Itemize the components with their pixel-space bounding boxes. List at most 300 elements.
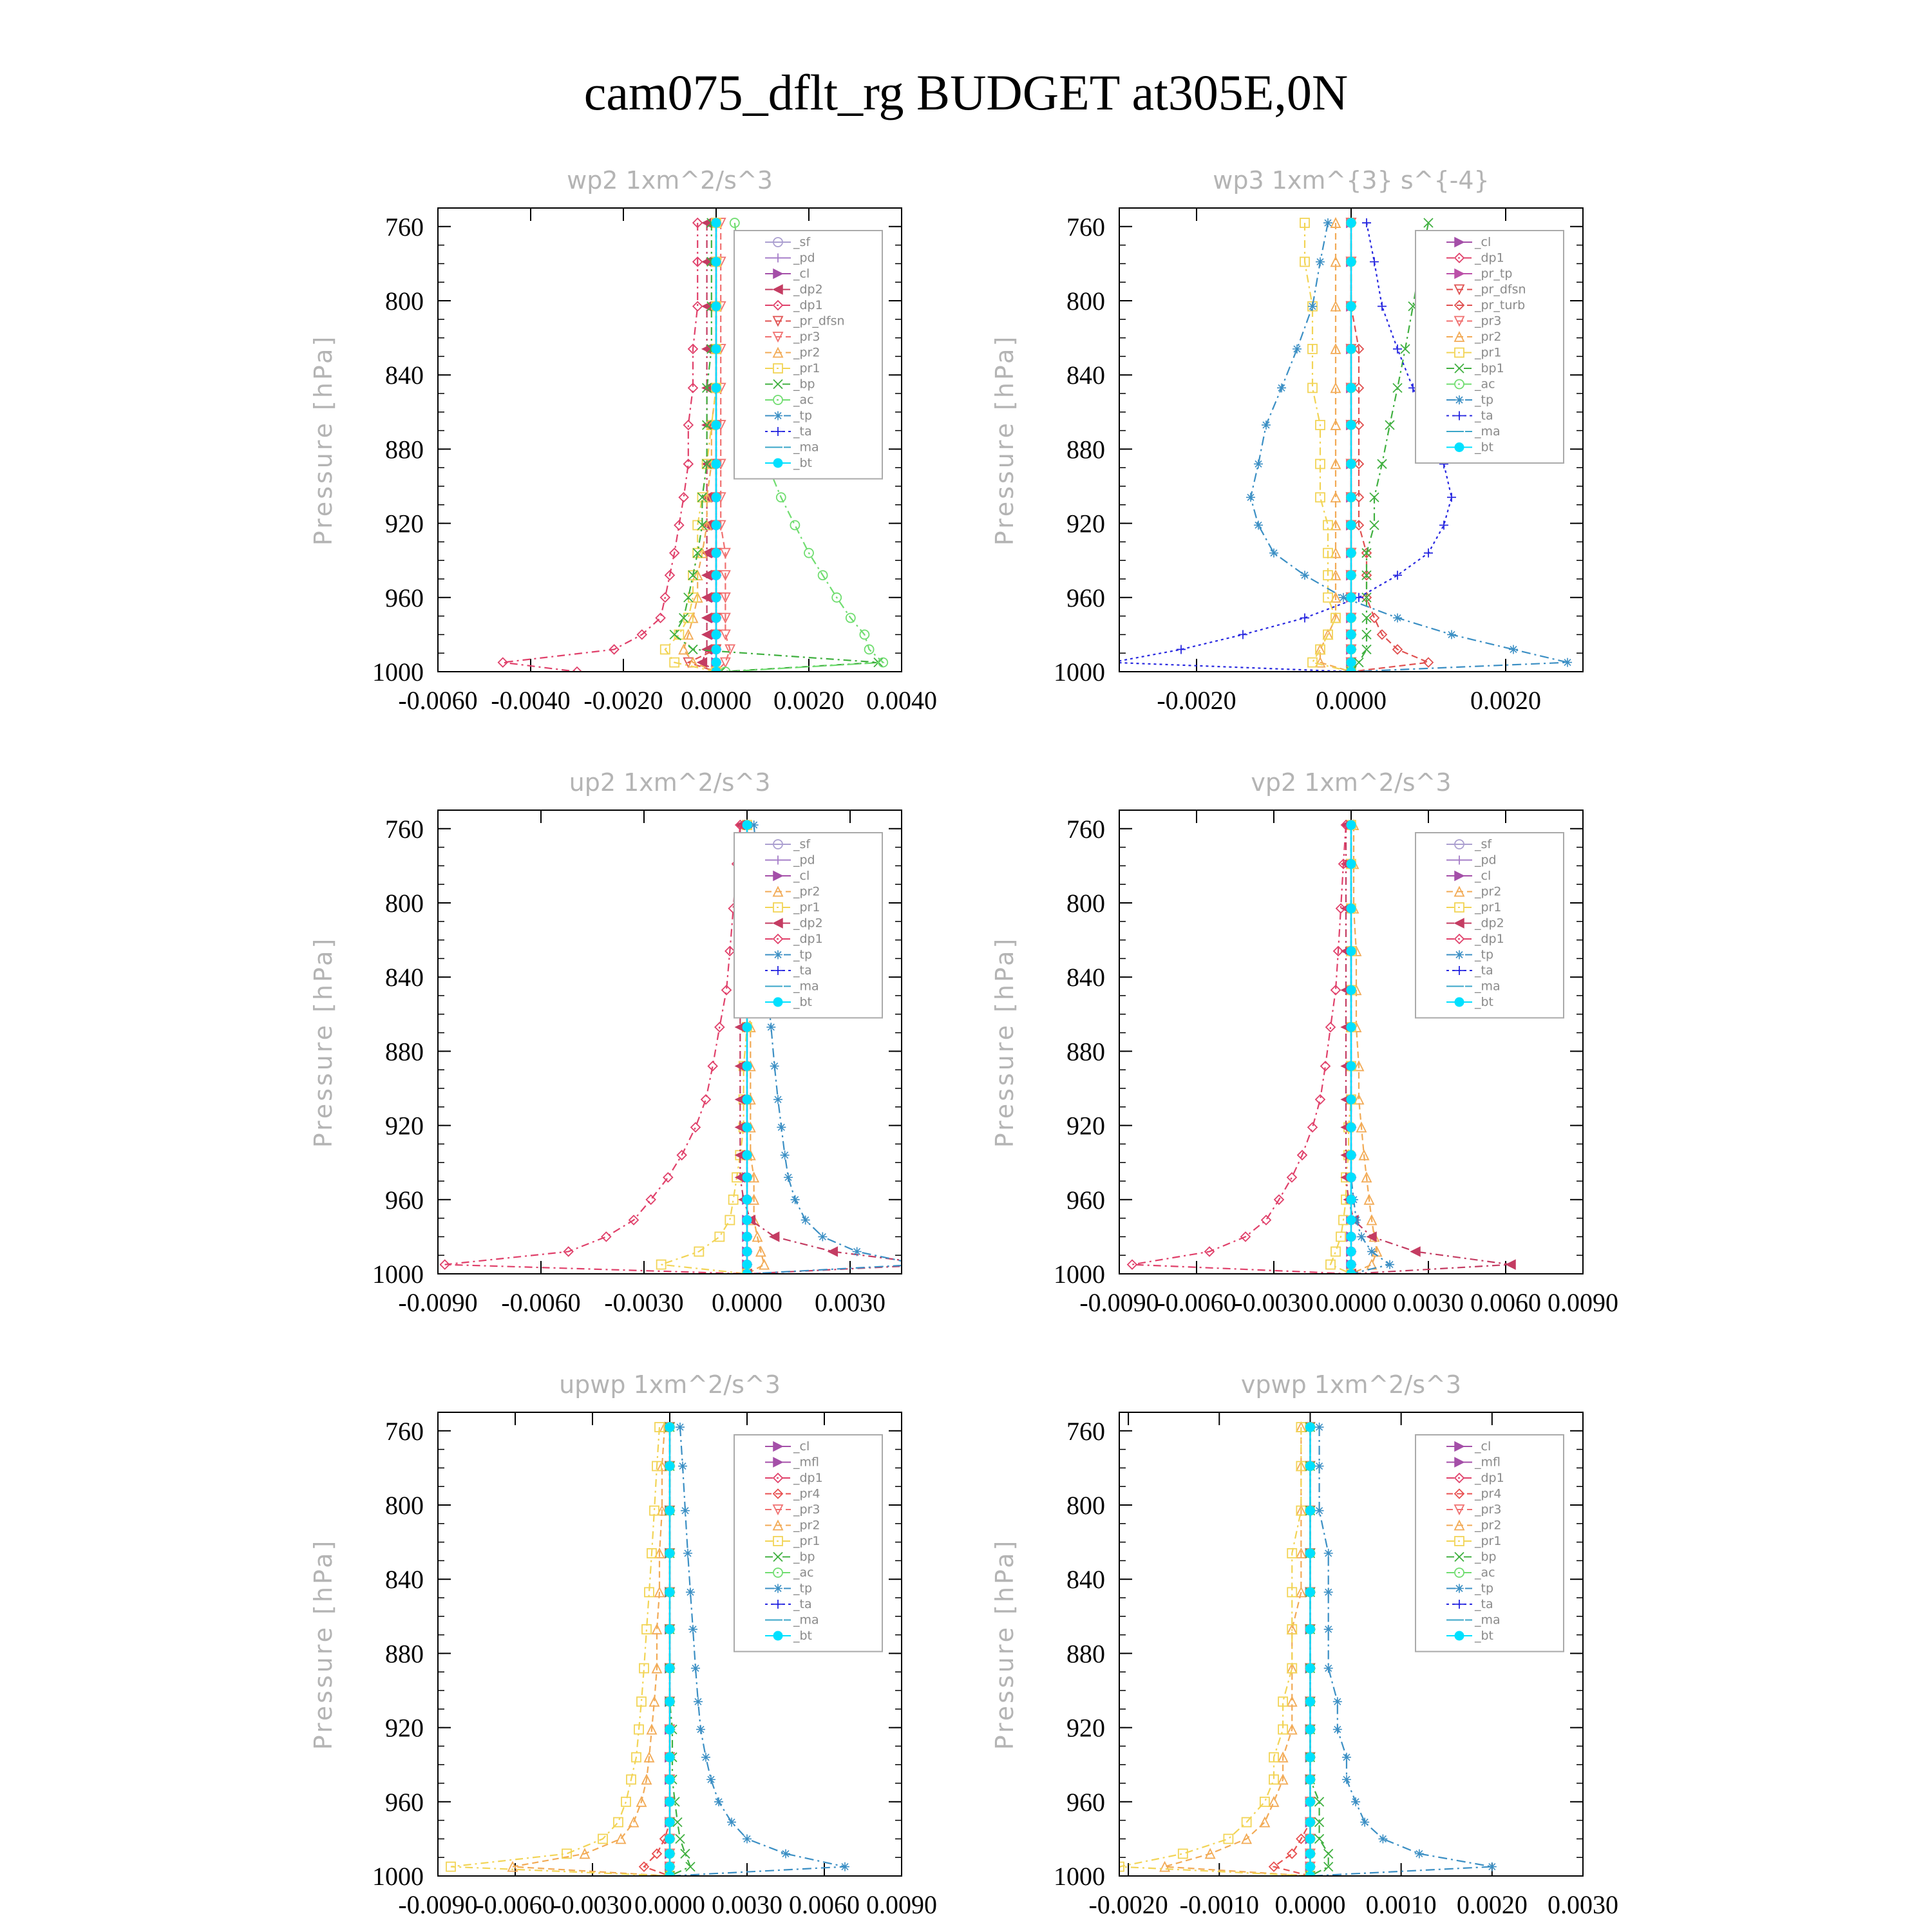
- data-point: [703, 302, 712, 311]
- data-point: [818, 1232, 827, 1241]
- data-point: [665, 1663, 674, 1672]
- y-tick-label: 960: [1066, 1787, 1105, 1817]
- legend-label: _pr1: [1475, 900, 1502, 914]
- legend-marker: [1455, 443, 1464, 452]
- y-tick-label: 840: [1066, 1565, 1105, 1595]
- legend-label: _pr2: [1475, 1518, 1502, 1533]
- data-point: [1305, 1862, 1314, 1871]
- x-tick-label: 0.0040: [866, 686, 937, 715]
- data-point: [712, 421, 721, 430]
- legend-label: _pd: [1475, 853, 1497, 867]
- data-point: [840, 1862, 849, 1871]
- data-point: [1347, 860, 1356, 869]
- legend-label: _pr3: [793, 330, 820, 344]
- y-tick-label: 840: [1066, 361, 1105, 390]
- legend-label: _dp2: [1475, 916, 1504, 931]
- x-tick-label: 0.0090: [1548, 1288, 1618, 1317]
- x-tick-label: -0.0020: [583, 686, 663, 715]
- data-point: [1305, 1549, 1314, 1558]
- data-point: [665, 1849, 674, 1858]
- data-point: [601, 1232, 611, 1241]
- data-point: [1305, 1725, 1314, 1734]
- legend-marker: [1455, 1631, 1464, 1640]
- data-point: [1347, 658, 1356, 667]
- x-tick-label: -0.0060: [1157, 1288, 1236, 1317]
- data-point: [665, 1817, 674, 1826]
- data-point: [681, 1506, 690, 1515]
- legend-marker: [1455, 395, 1464, 404]
- y-tick-label: 1000: [372, 658, 424, 687]
- y-tick-label: 960: [1066, 583, 1105, 612]
- data-point: [1351, 1797, 1360, 1806]
- legend-label: _pr3: [1475, 314, 1502, 328]
- data-point: [914, 1260, 923, 1269]
- y-tick-label: 880: [1066, 1639, 1105, 1669]
- series-line: [670, 1427, 690, 1876]
- data-point: [665, 1423, 674, 1432]
- legend-label: _pd: [793, 251, 815, 265]
- series-line: [1331, 825, 1351, 1274]
- x-tick-label: 0.0000: [1274, 1890, 1346, 1919]
- series_pr2: [508, 1423, 674, 1880]
- y-tick-label: 1000: [372, 1862, 424, 1891]
- data-point: [743, 1260, 752, 1269]
- series-line: [702, 223, 716, 672]
- data-point: [1254, 520, 1263, 529]
- series_pr2: [1316, 218, 1356, 676]
- y-axis-label: Pressure [hPa]: [990, 334, 1019, 546]
- panel-title: vpwp 1xm^2/s^3: [1240, 1370, 1462, 1399]
- data-point: [1347, 820, 1356, 829]
- y-tick-label: 800: [1066, 287, 1105, 316]
- legend: [734, 231, 882, 479]
- series_pr1: [446, 1423, 674, 1880]
- legend-label: _cl: [793, 1439, 810, 1454]
- y-tick-label: 840: [385, 1565, 424, 1595]
- series-line: [445, 825, 747, 1274]
- data-point: [1305, 1587, 1314, 1596]
- x-tick-label: 0.0060: [789, 1890, 860, 1919]
- legend-label: _tp: [793, 947, 813, 962]
- legend-label: _bp: [1475, 1549, 1497, 1564]
- data-point: [712, 593, 721, 602]
- data-point: [1308, 1122, 1317, 1132]
- data-point: [1447, 493, 1456, 502]
- data-point: [1287, 1173, 1296, 1182]
- series_pr4: [1269, 1423, 1314, 1880]
- data-point: [725, 1215, 734, 1224]
- data-point: [676, 1834, 685, 1843]
- data-point: [665, 1549, 674, 1558]
- data-point: [828, 1247, 837, 1256]
- panel-title: wp2 1xm^2/s^3: [567, 166, 773, 194]
- x-tick-label: -0.0040: [491, 686, 571, 715]
- legend-label: _tp: [793, 408, 813, 423]
- data-point: [1347, 1232, 1356, 1241]
- series-line: [688, 223, 716, 672]
- data-point: [1347, 383, 1356, 392]
- data-point: [1347, 421, 1356, 430]
- data-point: [1287, 1849, 1296, 1858]
- data-point: [715, 1232, 724, 1241]
- data-point: [696, 1725, 705, 1734]
- x-tick-label: 0.0060: [1470, 1288, 1541, 1317]
- data-point: [1315, 1462, 1324, 1471]
- data-point: [712, 658, 721, 667]
- series-line: [1132, 825, 1351, 1274]
- y-tick-label: 1000: [1054, 658, 1105, 687]
- legend-label: _mfl: [1475, 1455, 1501, 1470]
- data-point: [694, 1697, 703, 1706]
- data-point: [1347, 549, 1356, 558]
- x-tick-label: -0.0060: [475, 1890, 555, 1919]
- panel-1: [309, 166, 937, 715]
- data-point: [1563, 658, 1572, 667]
- data-point: [712, 645, 721, 654]
- x-tick-label: 0.0000: [1316, 1288, 1387, 1317]
- data-point: [1488, 1862, 1497, 1871]
- y-tick-label: 760: [1066, 814, 1105, 844]
- series-line: [644, 1427, 670, 1876]
- data-point: [1269, 549, 1278, 558]
- legend: [734, 1435, 882, 1652]
- data-point: [1315, 1834, 1324, 1843]
- data-point: [743, 1061, 752, 1070]
- data-point: [712, 258, 721, 267]
- data-point: [665, 1834, 674, 1843]
- data-point: [1254, 459, 1263, 468]
- legend-label: _tp: [1475, 1581, 1494, 1596]
- legend-label: _pr3: [793, 1502, 820, 1517]
- legend-label: _cl: [1475, 1439, 1492, 1454]
- legend-label: _ma: [793, 979, 819, 994]
- data-point: [1378, 459, 1387, 468]
- legend-label: _dp2: [793, 282, 823, 297]
- data-point: [621, 1797, 630, 1806]
- figure-title: cam075_dflt_rg BUDGET at305E,0N: [583, 64, 1349, 120]
- legend-label: _dp1: [793, 298, 823, 312]
- data-point: [1367, 1247, 1376, 1256]
- series_bt: [665, 1423, 674, 1880]
- y-tick-label: 1000: [372, 1260, 424, 1289]
- data-point: [712, 459, 721, 468]
- legend-label: _mfl: [793, 1455, 819, 1470]
- legend-label: _bt: [793, 1629, 813, 1643]
- data-point: [684, 421, 693, 430]
- y-axis-label: Pressure [hPa]: [309, 1538, 337, 1750]
- data-point: [691, 1663, 700, 1672]
- y-tick-label: 960: [385, 1185, 424, 1215]
- data-point: [1347, 593, 1356, 602]
- data-point: [665, 1697, 674, 1706]
- legend-label: _dp1: [793, 932, 823, 946]
- y-tick-label: 840: [385, 963, 424, 992]
- data-point: [1308, 658, 1317, 667]
- y-tick-label: 760: [385, 814, 424, 844]
- series-line: [503, 223, 697, 672]
- data-point: [1246, 493, 1255, 502]
- data-point: [743, 1095, 752, 1104]
- data-point: [1393, 345, 1402, 354]
- legend-label: _tp: [1475, 947, 1494, 962]
- panel-title: wp3 1xm^{3} s^{-4}: [1213, 166, 1490, 194]
- data-point: [773, 1095, 782, 1104]
- data-point: [1347, 1023, 1356, 1032]
- data-point: [1305, 1506, 1314, 1515]
- x-tick-label: -0.0060: [501, 1288, 581, 1317]
- legend-label: _bp1: [1475, 361, 1504, 375]
- y-tick-label: 920: [385, 1713, 424, 1743]
- data-point: [678, 1462, 687, 1471]
- data-point: [712, 218, 721, 227]
- legend-label: _pr1: [1475, 345, 1502, 360]
- legend-marker: [1455, 998, 1464, 1007]
- y-tick-label: 880: [385, 435, 424, 464]
- legend-label: _pr_turb: [1475, 298, 1526, 312]
- x-tick-label: -0.0030: [553, 1890, 632, 1919]
- data-point: [1347, 1095, 1356, 1104]
- data-point: [693, 302, 702, 311]
- data-point: [1360, 1817, 1369, 1826]
- data-point: [683, 1549, 692, 1558]
- data-point: [1324, 1663, 1333, 1672]
- data-point: [1305, 1797, 1314, 1806]
- panel-title: vp2 1xm^2/s^3: [1251, 768, 1452, 797]
- legend-label: _pr2: [1475, 884, 1502, 899]
- data-point: [1347, 1260, 1356, 1269]
- legend-label: _pr1: [793, 361, 820, 375]
- data-point: [1347, 904, 1356, 913]
- data-point: [777, 1122, 786, 1132]
- series_dp1: [1128, 820, 1356, 1278]
- data-point: [766, 1023, 775, 1032]
- data-point: [1333, 1697, 1342, 1706]
- series_pr3: [712, 218, 735, 676]
- data-point: [770, 1232, 779, 1241]
- legend-label: _dp1: [1475, 251, 1504, 265]
- legend-label: _bt: [793, 995, 813, 1009]
- y-tick-label: 1000: [1054, 1260, 1105, 1289]
- data-point: [1324, 1587, 1333, 1596]
- y-tick-label: 760: [1066, 212, 1105, 242]
- data-point: [1324, 1625, 1333, 1634]
- legend-label: _pd: [793, 853, 815, 867]
- legend-label: _pr1: [793, 900, 820, 914]
- legend-label: _pr_tp: [1475, 267, 1513, 281]
- legend-label: _tp: [793, 1581, 813, 1596]
- series_dp2: [697, 218, 721, 676]
- data-point: [1367, 1232, 1376, 1241]
- legend: [1416, 1435, 1564, 1652]
- legend-label: _ma: [1475, 1613, 1501, 1627]
- y-tick-label: 920: [1066, 1713, 1105, 1743]
- x-tick-label: 0.0090: [866, 1890, 937, 1919]
- x-tick-label: 0.0010: [1365, 1890, 1437, 1919]
- legend-label: _ma: [1475, 979, 1501, 994]
- legend-marker: [773, 951, 782, 960]
- data-point: [760, 1260, 769, 1269]
- data-point: [1333, 1725, 1342, 1734]
- data-point: [1370, 520, 1379, 529]
- data-point: [1424, 549, 1433, 558]
- data-point: [665, 1587, 674, 1596]
- y-tick-label: 880: [1066, 435, 1105, 464]
- data-point: [1506, 1260, 1515, 1269]
- data-point: [1342, 1753, 1351, 1762]
- panel-3: [309, 768, 940, 1317]
- y-tick-label: 800: [385, 287, 424, 316]
- data-point: [1315, 1423, 1324, 1432]
- data-point: [712, 345, 721, 354]
- data-point: [712, 613, 721, 622]
- data-point: [1324, 1549, 1333, 1558]
- legend-label: _sf: [793, 235, 811, 249]
- legend-label: _ta: [1475, 408, 1493, 423]
- legend-label: _bt: [1475, 440, 1494, 455]
- legend-label: _pr3: [1475, 1502, 1502, 1517]
- x-tick-label: 0.0030: [815, 1288, 886, 1317]
- data-point: [665, 1862, 674, 1871]
- data-point: [712, 493, 721, 502]
- y-tick-label: 800: [1066, 1491, 1105, 1520]
- series-line: [1310, 1427, 1328, 1876]
- data-point: [650, 1506, 659, 1515]
- data-point: [688, 645, 697, 654]
- legend-label: _pr2: [793, 1518, 820, 1533]
- data-point: [714, 1797, 723, 1806]
- data-point: [665, 1462, 674, 1471]
- legend: [734, 833, 882, 1018]
- panel-title: upwp 1xm^2/s^3: [559, 1370, 781, 1399]
- legend-label: _bt: [1475, 995, 1494, 1009]
- data-point: [1305, 1753, 1314, 1762]
- panel-5: [309, 1370, 937, 1919]
- data-point: [1370, 613, 1379, 622]
- data-point: [1347, 1061, 1356, 1070]
- legend-label: _pr_dfsn: [1475, 282, 1526, 297]
- data-point: [1347, 1215, 1356, 1224]
- data-point: [1128, 1260, 1137, 1269]
- y-tick-label: 920: [385, 509, 424, 538]
- series-line: [513, 1427, 670, 1876]
- panel-4: [990, 768, 1618, 1317]
- data-point: [1347, 1195, 1356, 1204]
- data-point: [712, 571, 721, 580]
- series-line: [665, 223, 716, 672]
- legend-label: _ta: [793, 1597, 812, 1611]
- data-point: [1293, 345, 1302, 354]
- legend-label: _ma: [793, 440, 819, 455]
- legend-label: _pr1: [1475, 1534, 1502, 1548]
- x-tick-label: 0.0000: [1316, 686, 1387, 715]
- data-point: [665, 1775, 674, 1784]
- data-point: [1347, 345, 1356, 354]
- data-point: [1177, 645, 1186, 654]
- legend-label: _cl: [1475, 235, 1492, 249]
- data-point: [703, 613, 712, 622]
- data-point: [1262, 421, 1271, 430]
- data-point: [1277, 383, 1286, 392]
- data-point: [781, 1151, 790, 1160]
- data-point: [712, 302, 721, 311]
- data-point: [1305, 1697, 1314, 1706]
- panel-title: up2 1xm^2/s^3: [569, 768, 771, 797]
- legend-label: _ma: [1475, 424, 1501, 439]
- legend-label: _dp1: [793, 1471, 823, 1485]
- y-tick-label: 920: [1066, 1111, 1105, 1141]
- data-point: [665, 1625, 674, 1634]
- data-point: [1300, 571, 1309, 580]
- legend-label: _ac: [793, 393, 814, 407]
- y-tick-label: 960: [1066, 1185, 1105, 1215]
- data-point: [1326, 1023, 1335, 1032]
- data-point: [1308, 302, 1317, 311]
- data-point: [1316, 258, 1325, 267]
- data-point: [712, 630, 721, 639]
- data-point: [1300, 613, 1309, 622]
- legend-label: _pr4: [793, 1486, 820, 1501]
- data-point: [781, 1849, 790, 1858]
- x-tick-label: 0.0030: [1548, 1890, 1618, 1919]
- legend-label: _dp2: [793, 916, 823, 931]
- legend-marker: [773, 459, 782, 468]
- legend-label: _ma: [793, 1613, 819, 1627]
- data-point: [1305, 1849, 1314, 1858]
- data-point: [1315, 1797, 1324, 1806]
- data-point: [1224, 1834, 1233, 1843]
- data-point: [1393, 613, 1402, 622]
- data-point: [1315, 1506, 1324, 1515]
- y-axis-label: Pressure [hPa]: [990, 936, 1019, 1148]
- legend-label: _cl: [793, 267, 810, 281]
- y-tick-label: 800: [385, 889, 424, 918]
- x-tick-label: -0.0020: [1088, 1890, 1168, 1919]
- data-point: [642, 1625, 651, 1634]
- x-tick-label: -0.0090: [398, 1890, 478, 1919]
- data-point: [801, 1215, 810, 1224]
- data-point: [665, 1797, 674, 1806]
- panels: [309, 166, 1618, 1919]
- data-point: [712, 520, 721, 529]
- data-point: [691, 1122, 700, 1132]
- data-point: [1347, 947, 1356, 956]
- y-tick-label: 880: [1066, 1037, 1105, 1066]
- series_pr2: [1160, 1423, 1315, 1880]
- data-point: [1305, 1775, 1314, 1784]
- data-point: [743, 1173, 752, 1182]
- y-axis-label: Pressure [hPa]: [990, 1538, 1019, 1750]
- series-line: [1274, 1427, 1310, 1876]
- legend-marker: [773, 1584, 782, 1593]
- x-tick-label: 0.0020: [773, 686, 844, 715]
- legend: [1416, 833, 1564, 1018]
- data-point: [1393, 571, 1402, 580]
- y-tick-label: 920: [385, 1111, 424, 1141]
- series_pr1: [1115, 1423, 1314, 1880]
- data-point: [1305, 1817, 1314, 1826]
- x-tick-label: 0.0000: [712, 1288, 782, 1317]
- data-point: [665, 1506, 674, 1515]
- data-point: [665, 1725, 674, 1734]
- legend-label: _sf: [793, 837, 811, 851]
- data-point: [712, 383, 721, 392]
- data-point: [1378, 302, 1387, 311]
- legend-label: _ac: [1475, 1566, 1495, 1580]
- x-tick-label: -0.0010: [1179, 1890, 1259, 1919]
- data-point: [1439, 520, 1448, 529]
- legend-label: _ac: [793, 1566, 814, 1580]
- y-tick-label: 800: [385, 1491, 424, 1520]
